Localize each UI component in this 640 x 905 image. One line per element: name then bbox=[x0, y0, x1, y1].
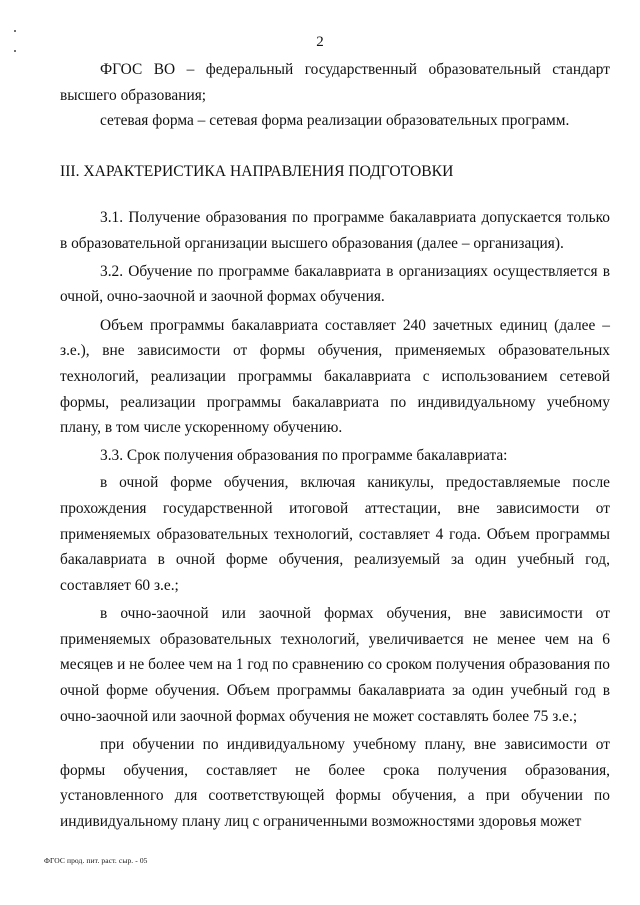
definition-paragraph: ФГОС ВО – федеральный государственный образовательный стандарт высшего образования; bbox=[60, 61, 610, 104]
body-paragraph: 3.1. Получение образования по программе бакалавриата допускается только в образовательной организации высшего образования (далее – организация). bbox=[60, 209, 610, 252]
page-number: 2 bbox=[316, 34, 324, 50]
body-paragraph: 3.2. Обучение по программе бакалавриата в организациях осуществляется в очной, очно-заочной и заочной формах обучения. bbox=[60, 262, 610, 306]
body-paragraph: в очно-заочной или заочной формах обучения, вне зависимости от применяемых образовательных технологий, увеличивается не менее чем на 6 месяцев и не более чем на 1 год по сравнению со сроком получения образования по очной форме обучения. Объем программы бакалавриата за один учебный год в очно-заочной или заочной формах обучения не может составлять более 75 з.е.; bbox=[60, 605, 610, 725]
document-body bbox=[60, 57, 610, 835]
definition-paragraph: сетевая форма – сетевая форма реализации образовательных программ. bbox=[100, 112, 570, 130]
body-paragraph: Объем программы бакалавриата составляет 240 зачетных единиц (далее – з.е.), вне зависимости от формы обучения, применяемых образовательных технологий, реализации программы бакалавриата с использованием сетевой формы, реализации программы бакалавриата по индивидуальному учебному плану, в том числе ускоренному обучению. bbox=[60, 316, 610, 437]
body-paragraph: в очной форме обучения, включая каникулы, предоставляемые после прохождения государственной итоговой аттестации, вне зависимости от применяемых образовательных технологий, составляет 4 года. Объем программы бакалавриата в очной форме обучения, реализуемый за один учебный год, составляет 60 з.е.; bbox=[60, 474, 610, 594]
page-footer: ФГОС прод. пит. раст. сыр. - 05 bbox=[44, 856, 148, 865]
scan-mark bbox=[14, 30, 16, 32]
body-paragraph: 3.3. Срок получения образования по программе бакалавриата: bbox=[100, 446, 508, 464]
section-heading: III. ХАРАКТЕРИСТИКА НАПРАВЛЕНИЯ ПОДГОТОВКИ bbox=[60, 162, 454, 180]
body-paragraph: при обучении по индивидуальному учебному плану, вне зависимости от формы обучения, составляет не более срока получения образования, установленного для соответствующей формы обучения, а при обучении по индивидуальному плану лиц с ограниченными возможностями здоровья может bbox=[60, 736, 610, 831]
